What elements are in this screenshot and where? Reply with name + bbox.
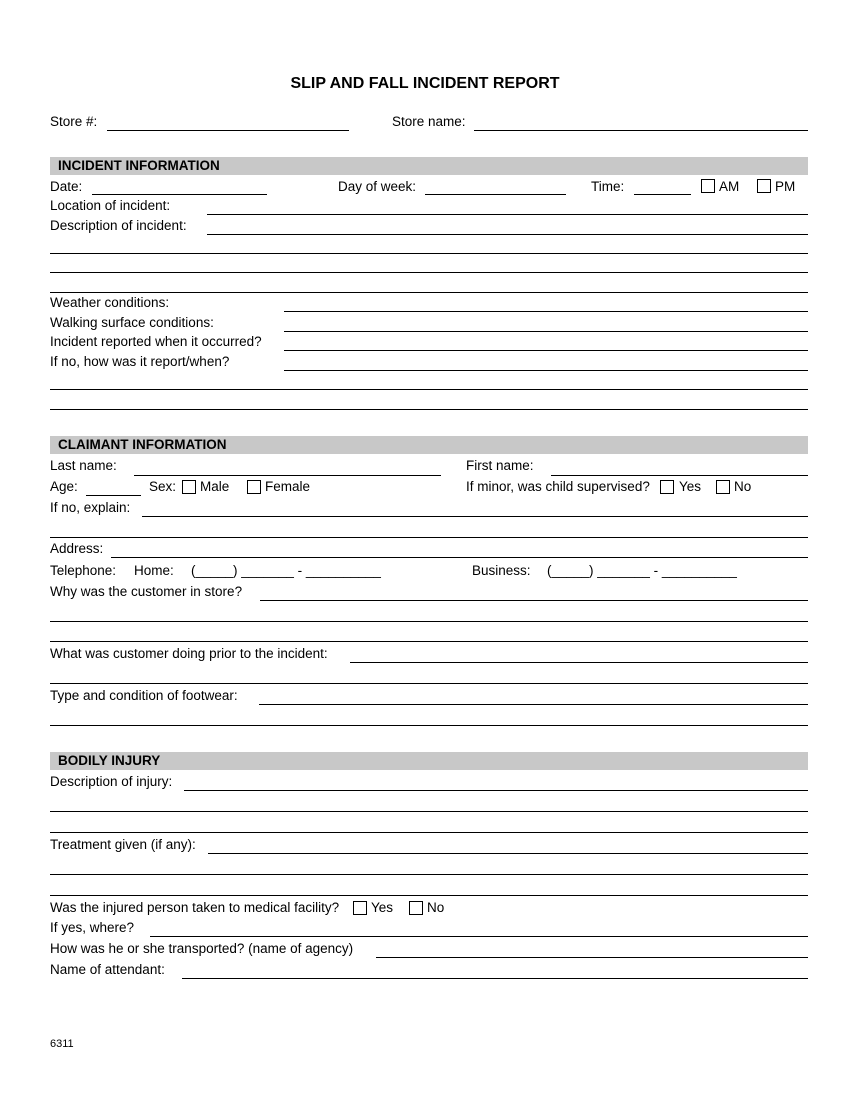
- time-field[interactable]: [634, 194, 691, 195]
- treatment-label: Treatment given (if any):: [50, 837, 196, 852]
- surface-field[interactable]: [284, 331, 808, 332]
- form-number: 6311: [50, 1038, 74, 1050]
- address-label: Address:: [50, 541, 104, 556]
- transport-field[interactable]: [376, 957, 808, 958]
- reported-label: Incident reported when it occurred?: [50, 334, 262, 349]
- treatment-line-3[interactable]: [50, 895, 808, 896]
- female-checkbox[interactable]: [247, 480, 261, 494]
- business-phone-field[interactable]: (_____) _______ - __________: [547, 563, 737, 578]
- supervised-yes-label: Yes: [679, 479, 702, 494]
- injury-description-label: Description of injury:: [50, 774, 173, 789]
- footwear-line-2[interactable]: [50, 725, 808, 726]
- first-name-field[interactable]: [551, 475, 808, 476]
- if-no-explain-line-2[interactable]: [50, 537, 808, 538]
- weather-label: Weather conditions:: [50, 295, 170, 310]
- injury-description-line-3[interactable]: [50, 832, 808, 833]
- claimant-section-header: [50, 436, 808, 454]
- location-field[interactable]: [207, 214, 808, 215]
- medical-yes-checkbox[interactable]: [353, 901, 367, 915]
- date-label: Date:: [50, 179, 83, 194]
- telephone-label: Telephone:: [50, 563, 117, 578]
- address-field[interactable]: [111, 557, 808, 558]
- description-label: Description of incident:: [50, 218, 187, 233]
- medical-no-label: No: [427, 900, 445, 915]
- female-label: Female: [265, 479, 311, 494]
- injury-description-field[interactable]: [184, 790, 808, 791]
- minor-supervised-label: If minor, was child supervised?: [466, 479, 650, 494]
- pm-label: PM: [775, 179, 796, 194]
- weather-field[interactable]: [284, 311, 808, 312]
- incident-section-header: [50, 157, 808, 175]
- if-no-report-field[interactable]: [284, 370, 808, 371]
- home-phone-label: Home:: [134, 563, 174, 578]
- description-line-4[interactable]: [50, 292, 808, 293]
- medical-yes-label: Yes: [371, 900, 394, 915]
- business-phone-label: Business:: [472, 563, 531, 578]
- supervised-yes-checkbox[interactable]: [660, 480, 674, 494]
- store-name-field[interactable]: [474, 130, 808, 131]
- prior-activity-field[interactable]: [350, 662, 808, 663]
- if-no-explain-label: If no, explain:: [50, 500, 131, 515]
- treatment-field[interactable]: [208, 853, 808, 854]
- am-label: AM: [719, 179, 740, 194]
- medical-facility-label: Was the injured person taken to medical facility?: [50, 900, 340, 915]
- incident-section-title: INCIDENT INFORMATION: [58, 158, 220, 173]
- if-yes-where-field[interactable]: [150, 936, 808, 937]
- injury-description-line-2[interactable]: [50, 811, 808, 812]
- last-name-field[interactable]: [134, 475, 441, 476]
- if-no-explain-field[interactable]: [142, 516, 808, 517]
- description-field[interactable]: [207, 234, 808, 235]
- treatment-line-2[interactable]: [50, 874, 808, 875]
- claimant-section-title: CLAIMANT INFORMATION: [58, 437, 227, 452]
- reported-field[interactable]: [284, 350, 808, 351]
- surface-label: Walking surface conditions:: [50, 315, 214, 330]
- location-label: Location of incident:: [50, 198, 171, 213]
- if-no-report-line-2[interactable]: [50, 389, 808, 390]
- footwear-label: Type and condition of footwear:: [50, 688, 238, 703]
- medical-no-checkbox[interactable]: [409, 901, 423, 915]
- day-of-week-label: Day of week:: [338, 179, 417, 194]
- transport-label: How was he or she transported? (name of agency): [50, 941, 354, 956]
- why-in-store-line-3[interactable]: [50, 641, 808, 642]
- why-in-store-field[interactable]: [260, 600, 808, 601]
- attendant-field[interactable]: [182, 978, 808, 979]
- supervised-no-checkbox[interactable]: [716, 480, 730, 494]
- am-checkbox[interactable]: [701, 179, 715, 193]
- time-label: Time:: [591, 179, 625, 194]
- day-of-week-field[interactable]: [425, 194, 566, 195]
- page-title: SLIP AND FALL INCIDENT REPORT: [290, 75, 560, 92]
- why-in-store-label: Why was the customer in store?: [50, 584, 243, 599]
- age-field[interactable]: [86, 495, 141, 496]
- if-yes-where-label: If yes, where?: [50, 920, 135, 935]
- prior-activity-label: What was customer doing prior to the incident:: [50, 646, 328, 661]
- age-label: Age:: [50, 479, 78, 494]
- male-checkbox[interactable]: [182, 480, 196, 494]
- store-number-field[interactable]: [107, 130, 349, 131]
- date-field[interactable]: [92, 194, 267, 195]
- pm-checkbox[interactable]: [757, 179, 771, 193]
- injury-section-header: [50, 752, 808, 770]
- last-name-label: Last name:: [50, 458, 117, 473]
- store-number-label: Store #:: [50, 114, 98, 129]
- male-label: Male: [200, 479, 230, 494]
- supervised-no-label: No: [734, 479, 752, 494]
- home-phone-field[interactable]: (_____) _______ - __________: [191, 563, 381, 578]
- footwear-field[interactable]: [259, 704, 808, 705]
- if-no-report-label: If no, how was it report/when?: [50, 354, 230, 369]
- attendant-label: Name of attendant:: [50, 962, 165, 977]
- why-in-store-line-2[interactable]: [50, 621, 808, 622]
- sex-label: Sex:: [149, 479, 177, 494]
- first-name-label: First name:: [466, 458, 534, 473]
- if-no-report-line-3[interactable]: [50, 409, 808, 410]
- store-name-label: Store name:: [392, 114, 466, 129]
- description-line-2[interactable]: [50, 253, 808, 254]
- prior-activity-line-2[interactable]: [50, 683, 808, 684]
- injury-section-title: BODILY INJURY: [58, 753, 161, 768]
- description-line-3[interactable]: [50, 272, 808, 273]
